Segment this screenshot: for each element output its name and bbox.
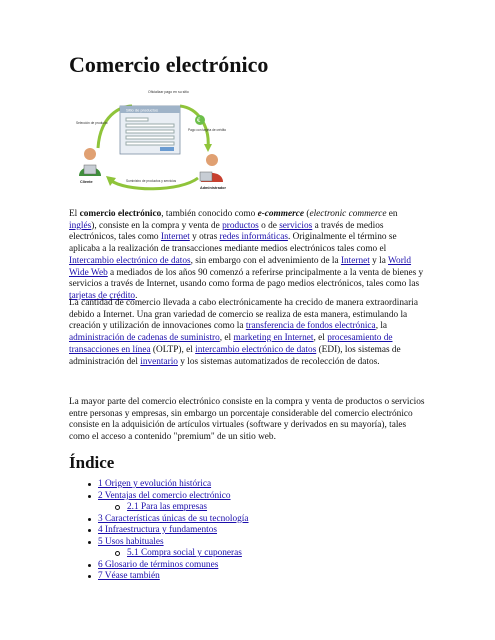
paragraph-text: , la xyxy=(375,321,388,332)
paragraph-text: ( xyxy=(304,209,310,219)
paragraph-text: electronic commerce xyxy=(309,209,387,219)
inline-link[interactable]: inventario xyxy=(140,356,178,367)
bullet-icon xyxy=(88,564,91,567)
admin-person-icon xyxy=(200,154,223,182)
bullet-icon xyxy=(88,575,91,578)
paragraph-text: o de xyxy=(258,220,280,231)
paragraph-text: , sin embargo con el advenimiento de la xyxy=(190,255,341,266)
paragraph-text: en xyxy=(386,209,398,219)
inline-link[interactable]: intercambio electrónico de datos xyxy=(195,344,317,355)
paragraph-text: . Originalmente el término se aplicaba a la realización de transacciones mediante medios electrónicos tales como el xyxy=(69,232,397,255)
paragraph-text: La mayor parte del comercio electrónico consiste en la compra y venta de productos o servicios entre personas y empresas, sin embargo un porcentaje considerable del comercio electrónico consiste en la adquisición de artículos virtuales (software y derivados en su mayoría), tales como el acceso a contenido "premium" de un sitio web. xyxy=(69,397,425,443)
bullet-icon xyxy=(88,541,91,544)
bullet-icon xyxy=(88,483,91,486)
paragraph-text: . xyxy=(135,290,138,301)
inline-link[interactable]: transferencia de fondos electrónica xyxy=(245,321,376,332)
inline-link[interactable]: World Wide Web xyxy=(69,255,412,278)
toc-item[interactable] xyxy=(69,514,369,526)
inline-link[interactable]: productos xyxy=(222,220,259,231)
toc-link[interactable]: 4 Infraestructura y fundamentos xyxy=(98,525,218,535)
ecommerce-diagram xyxy=(70,86,230,198)
diagram-label: Selección de producto xyxy=(76,121,108,125)
paragraph-text: (EDI), los sistemas de administración del xyxy=(69,344,401,367)
toc-item[interactable] xyxy=(69,479,369,491)
paragraph-text: , el xyxy=(313,333,328,344)
toc-link[interactable]: 3 Características únicas de su tecnología xyxy=(98,513,249,524)
toc-item[interactable] xyxy=(69,491,369,503)
toc-link[interactable]: 2.1 Para las empresas xyxy=(127,502,208,512)
paragraph-text: El xyxy=(69,209,80,219)
toc-item[interactable] xyxy=(69,537,369,549)
toc-link[interactable]: 7 Véase también xyxy=(98,571,160,581)
bullet-icon xyxy=(88,495,91,498)
growth-paragraph xyxy=(69,298,425,368)
client-label: Cliente xyxy=(80,180,93,184)
svg-text:€: € xyxy=(197,118,201,124)
paragraph-text: La cantidad de comercio llevada a cabo electrónicamente ha crecido de manera extraordinaria debido a Internet. Una gran variedad de comercio se realiza de esta manera, estimulando la creación y utilización de innovaciones como la xyxy=(69,298,418,332)
toc-item[interactable] xyxy=(69,560,369,572)
toc-link[interactable]: 5 Usos habituales xyxy=(98,536,164,547)
paragraph-text: y otras xyxy=(189,232,220,243)
toc-heading: Índice xyxy=(69,453,115,472)
paragraph-text: e-commerce xyxy=(257,209,305,219)
inline-link[interactable]: Intercambio electrónico de datos xyxy=(69,255,191,266)
toc-item[interactable] xyxy=(69,548,369,560)
paragraph-text: comercio electrónico xyxy=(79,209,162,219)
paragraph-text: ), consiste en la compra y venta de xyxy=(91,220,223,231)
inline-link[interactable]: marketing en Internet xyxy=(233,333,314,344)
table-of-contents xyxy=(69,479,369,583)
inline-link[interactable]: redes informáticas xyxy=(219,232,288,243)
arrow-icon xyxy=(180,106,208,148)
paragraph-text: a través de medios electrónicos, tales como xyxy=(69,220,384,243)
toc-link[interactable]: 1 Origen y evolución histórica xyxy=(98,479,212,489)
admin-label: Administrador xyxy=(200,186,226,190)
paragraph-text: (OLTP), el xyxy=(150,344,196,355)
toc-item[interactable] xyxy=(69,571,369,583)
client-person-icon xyxy=(79,148,101,176)
toc-link[interactable]: 5.1 Compra social y cuponeras xyxy=(127,548,242,558)
inline-link[interactable]: Internet xyxy=(160,232,190,243)
bullet-icon xyxy=(115,505,120,510)
bullet-icon xyxy=(88,518,91,521)
inline-link[interactable]: administración de cadenas de suministro xyxy=(69,333,220,344)
inline-link[interactable]: procesamiento de transacciones en línea xyxy=(69,333,393,355)
diagram-label: Pago con tarjeta de crédito xyxy=(188,128,227,132)
intro-paragraph xyxy=(69,209,425,303)
toc-item[interactable] xyxy=(69,525,369,537)
scope-paragraph xyxy=(69,397,425,444)
page-title: Comercio electrónico xyxy=(69,52,269,77)
paragraph-text: , también conocido como xyxy=(161,209,258,219)
panel-title: Sitio de productos xyxy=(126,107,159,113)
diagram-caption: Oficializar pago en su sitio xyxy=(148,90,189,94)
toc-link[interactable]: 2 Ventajas del comercio electrónico xyxy=(98,490,231,501)
bullet-icon xyxy=(115,551,120,556)
toc-item[interactable] xyxy=(69,502,369,514)
paragraph-text: y la xyxy=(369,255,389,266)
paragraph-text: y los sistemas automatizados de recolección de datos. xyxy=(177,356,380,367)
bullet-icon xyxy=(88,529,91,532)
paragraph-text: a mediados de los años 90 comenzó a referirse principalmente a la venta de bienes y servicios a través de Internet, usando como forma de pago medios electrónicos, tales como las xyxy=(69,267,424,290)
inline-link[interactable]: inglés xyxy=(69,220,92,231)
diagram-caption: Suministro de productos y servicios xyxy=(126,179,177,183)
paragraph-text: , el xyxy=(219,333,234,344)
inline-link[interactable]: tarjetas de crédito xyxy=(69,290,136,301)
inline-link[interactable]: servicios xyxy=(279,220,313,231)
inline-link[interactable]: Internet xyxy=(340,255,370,266)
toc-link[interactable]: 6 Glosario de términos comunes xyxy=(98,559,219,570)
